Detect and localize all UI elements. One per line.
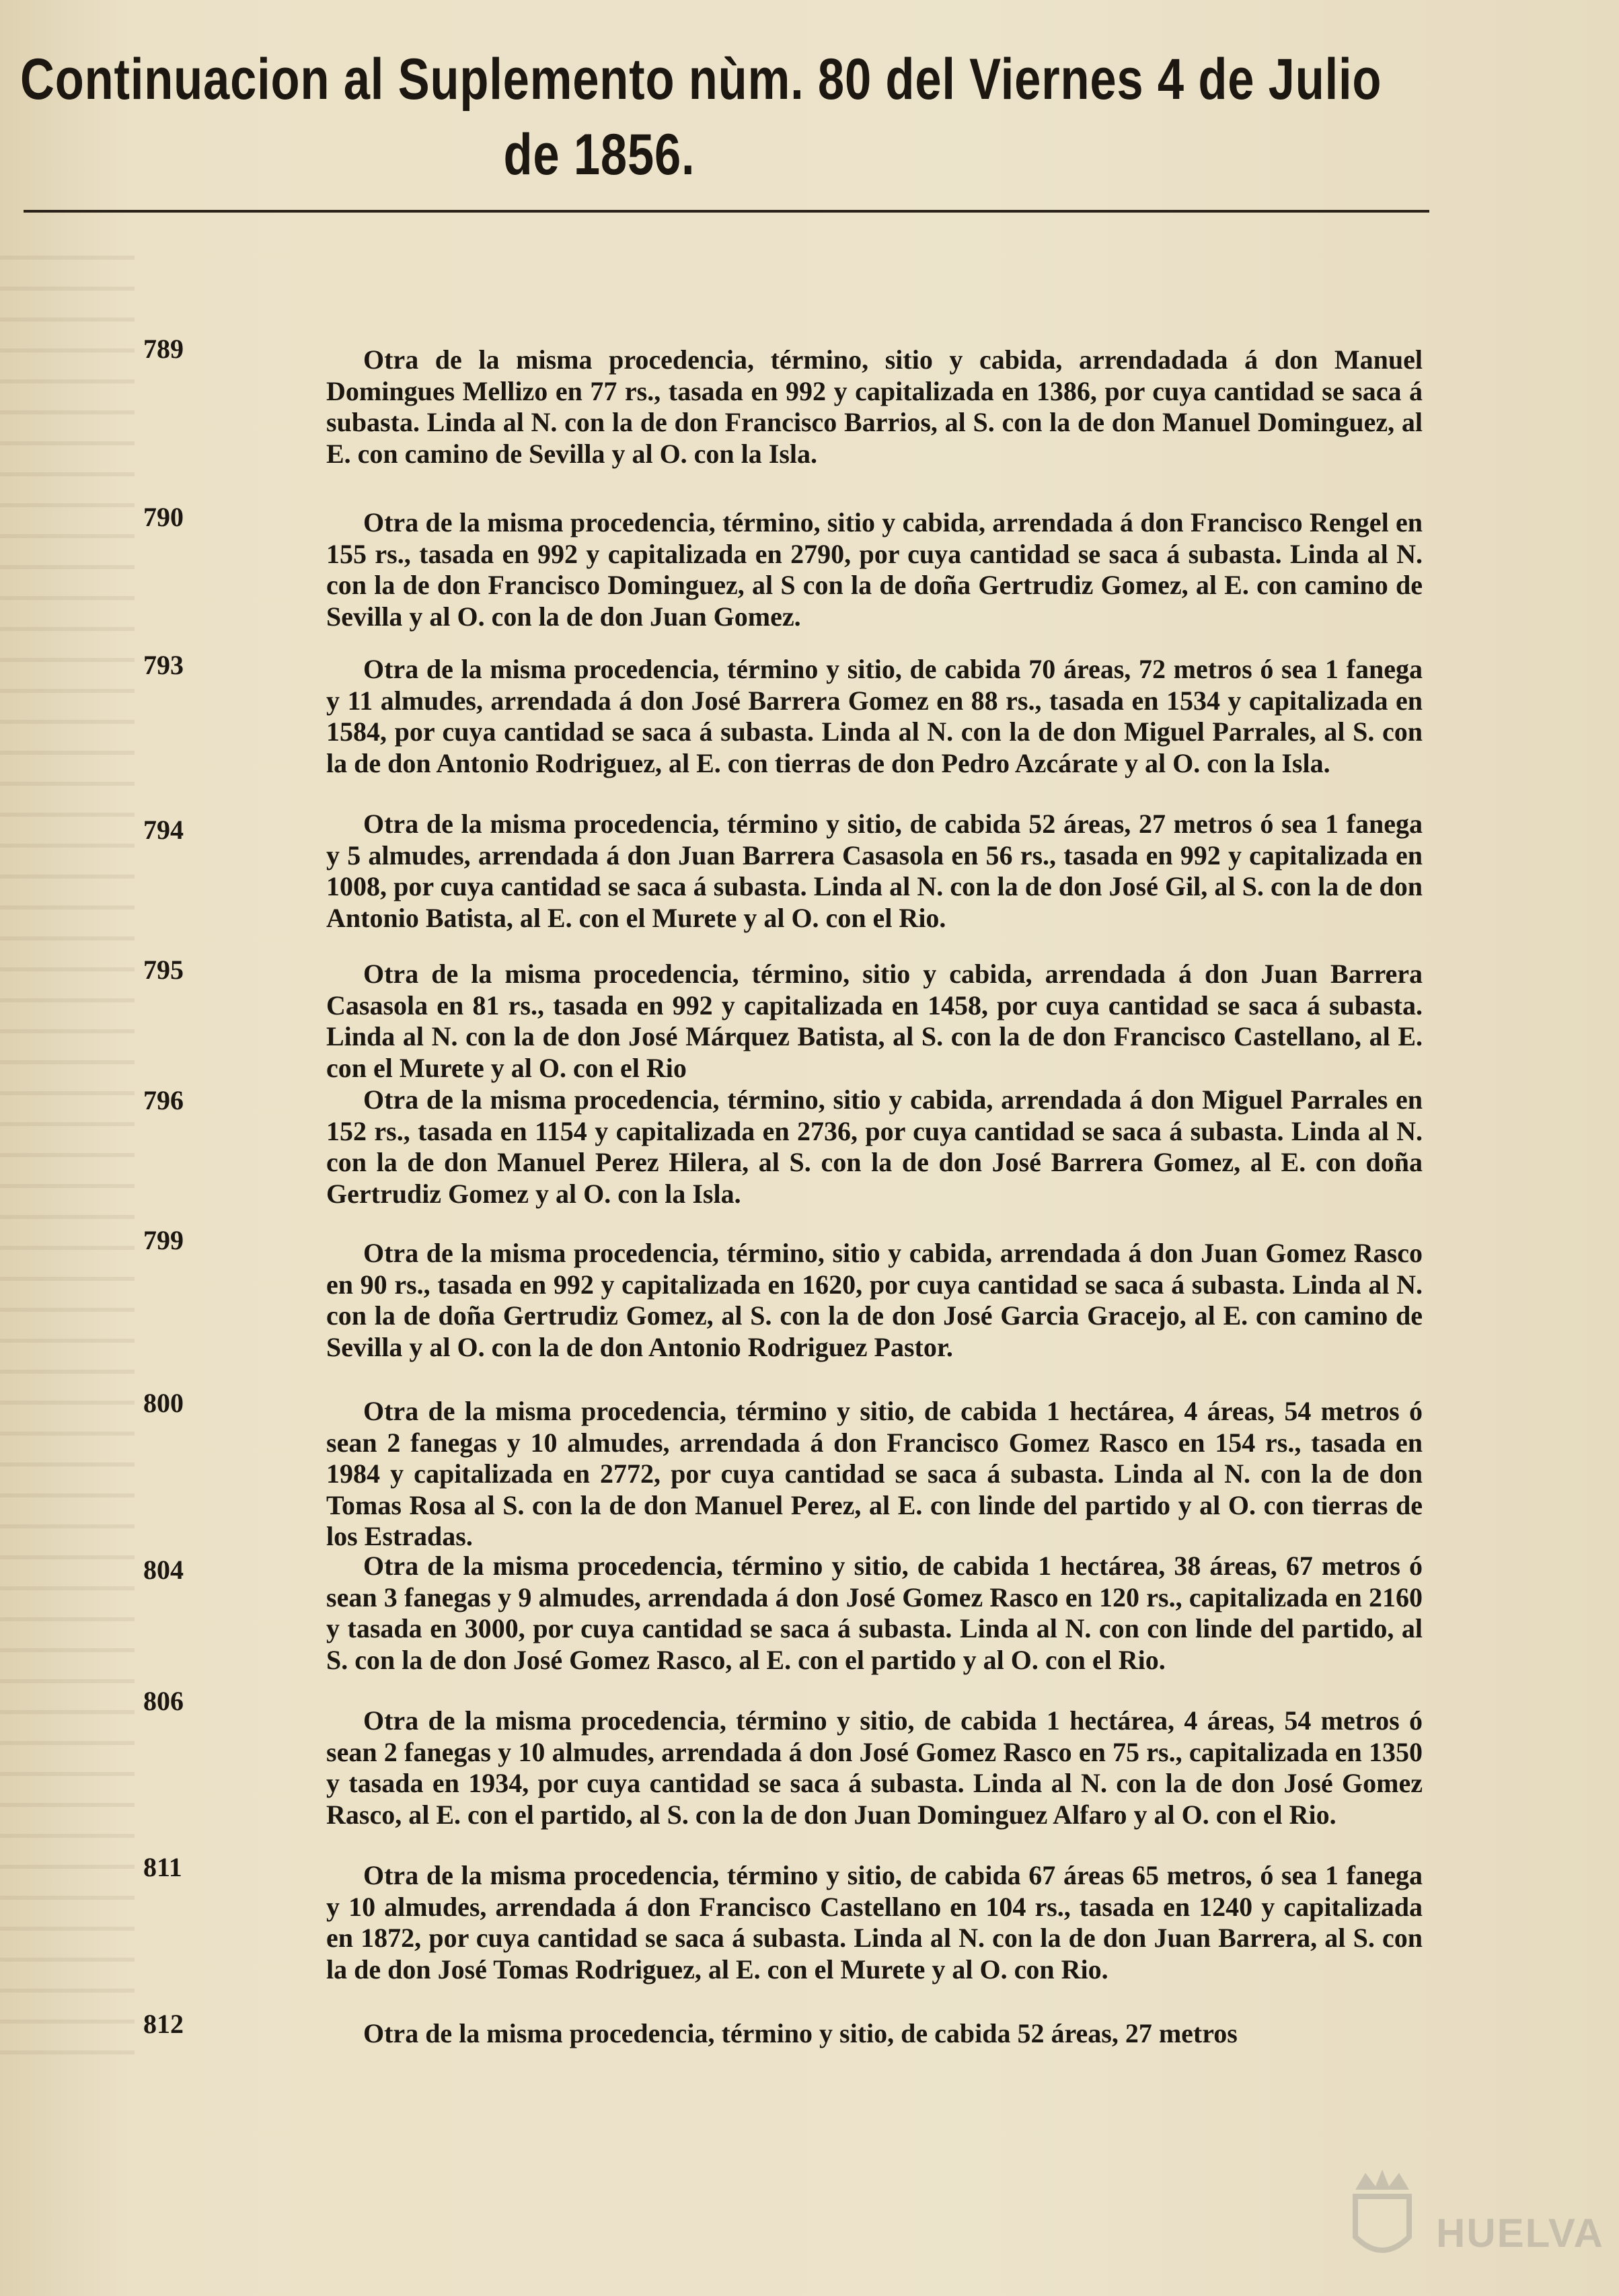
entry-text: Otra de la misma procedencia, término, sitio y cabida, arrendada á don Francisco Rengel en 155 rs., tasada en 992 y capitalizada en 2790, por cuya cantidad se saca á subasta. Linda al N. con la de don Francisco Dominguez, al S con la de doña Gertrudiz Gomez, al E. con camino de Sevilla y al O. con la de don Juan Gomez. bbox=[326, 507, 1423, 632]
entry-number: 795 bbox=[143, 955, 184, 985]
entry-text: Otra de la misma procedencia, término y sitio, de cabida 70 áreas, 72 metros ó sea 1 fanega y 11 almudes, arrendada á don José Barrera Gomez en 88 rs., tasada en 1534 y capitalizada en 1584, por cuya cantidad se saca á subasta. Linda al N. con la de don Miguel Parrales, al S. con la de don Antonio Rodriguez, al E. con tierras de don Pedro Azcárate y al O. con la Isla. bbox=[326, 654, 1423, 778]
entry-text: Otra de la misma procedencia, término y sitio, de cabida 1 hectárea, 38 áreas, 67 metros ó sean 3 fanegas y 9 almudes, arrendada á don José Gomez Rasco en 120 rs., capitalizada en 2160 y tasada en 3000, por cuya cantidad se saca á subasta. Linda al N. con con linde del partido, al S. con la de don José Gomez Rasco, al E. con el partido y al O. con el Rio. bbox=[326, 1551, 1423, 1675]
entry-number: 800 bbox=[143, 1388, 184, 1418]
entry-text: Otra de la misma procedencia, término y sitio, de cabida 1 hectárea, 4 áreas, 54 metros ó sean 2 fanegas y 10 almudes, arrendada á don Francisco Gomez Rasco en 154 rs., tasada en 1984 y capitalizada en 2772, por cuya cantidad se saca á subasta. Linda al N. con la de don Tomas Rosa al S. con la de don Manuel Perez, al E. con linde del partido y al O. con tierras de los Estradas. bbox=[326, 1396, 1423, 1551]
entry-number: 796 bbox=[143, 1085, 184, 1115]
entry-number: 793 bbox=[143, 650, 184, 680]
entry-text: Otra de la misma procedencia, término y sitio, de cabida 67 áreas 65 metros, ó sea 1 fanega y 10 almudes, arrendada á don Francisco Castellano en 104 rs., tasada en 1240 y capitalizada en 1872, por cuya cantidad se saca á subasta. Linda al N. con la de don Juan Barrera, al S. con la de don José Tomas Rodriguez, al E. con el Murete y al O. con Rio. bbox=[326, 1860, 1423, 1985]
entry-text: Otra de la misma procedencia, término y sitio, de cabida 52 áreas, 27 metros bbox=[363, 2018, 1238, 2048]
entry-text: Otra de la misma procedencia, término, sitio y cabida, arrendada á don Miguel Parrales en 152 rs., tasada en 1154 y capitalizada en 2736, por cuya cantidad se saca á subasta. Linda al N. con la de don Manuel Perez Hilera, al S. con la de don José Barrera Gomez, al E. con doña Gertrudiz Gomez y al O. con la Isla. bbox=[326, 1084, 1423, 1209]
entry-text: Otra de la misma procedencia, término, sitio y cabida, arrendadada á don Manuel Domingues Mellizo en 77 rs., tasada en 992 y capitalizada en 1386, por cuya cantidad se saca á subasta. Linda al N. con la de don Francisco Barrios, al S. con la de don Manuel Dominguez, al E. con camino de Sevilla y al O. con la Isla. bbox=[326, 344, 1423, 469]
entry-number: 790 bbox=[143, 502, 184, 532]
title-line-2: de 1856. bbox=[503, 122, 695, 187]
entry-number: 799 bbox=[143, 1225, 184, 1255]
page-title bbox=[20, 42, 1382, 192]
watermark-text: HUELVA bbox=[1436, 2211, 1604, 2256]
bleed-through-text bbox=[0, 256, 135, 2072]
entry-number: 804 bbox=[143, 1555, 184, 1585]
entry-text: Otra de la misma procedencia, término y sitio, de cabida 1 hectárea, 4 áreas, 54 metros ó sean 2 fanegas y 10 almudes, arrendada á don José Gomez Rasco en 75 rs., capitalizada en 1350 y tasada en 1934, por cuya cantidad se saca á subasta. Linda al N. con la de don José Gomez Rasco, al E. con el partido, al S. con la de don Juan Dominguez Alfaro y al O. con el Rio. bbox=[326, 1705, 1423, 1830]
entry-number: 794 bbox=[143, 815, 184, 845]
entry-number: 789 bbox=[143, 334, 184, 364]
entry-text: Otra de la misma procedencia, término y sitio, de cabida 52 áreas, 27 metros ó sea 1 fanega y 5 almudes, arrendada á don Juan Barrera Casasola en 56 rs., tasada en 992 y capitalizada en 1008, por cuya cantidad se saca á subasta. Linda al N. con la de don José Gil, al S. con la de don Antonio Batista, al E. con el Murete y al O. con el Rio. bbox=[326, 809, 1423, 933]
entry-number: 806 bbox=[143, 1686, 184, 1716]
title-rule bbox=[24, 210, 1429, 213]
entry-number: 812 bbox=[143, 2009, 184, 2039]
crown-shield-icon bbox=[1342, 2163, 1423, 2264]
entry-text: Otra de la misma procedencia, término, sitio y cabida, arrendada á don Juan Gomez Rasco en 90 rs., tasada en 992 y capitalizada en 1620, por cuya cantidad se saca á subasta. Linda al N. con la de doña Gertrudiz Gomez, al S. con la de don José Garcia Gracejo, al E. con camino de Sevilla y al O. con la de don Antonio Rodriguez Pastor. bbox=[326, 1238, 1423, 1362]
entry-text: Otra de la misma procedencia, término, sitio y cabida, arrendada á don Juan Barrera Casasola en 81 rs., tasada en 992 y capitalizada en 1458, por cuya cantidad se saca á subasta. Linda al N. con la de don José Márquez Batista, al S. con la de don Francisco Castellano, al E. con el Murete y al O. con el Rio bbox=[326, 959, 1423, 1083]
entry-number: 811 bbox=[143, 1852, 182, 1882]
archive-watermark bbox=[1342, 2163, 1604, 2270]
title-line-1: Continuacion al Suplemento nùm. 80 del Viernes 4 de Julio bbox=[20, 47, 1382, 112]
